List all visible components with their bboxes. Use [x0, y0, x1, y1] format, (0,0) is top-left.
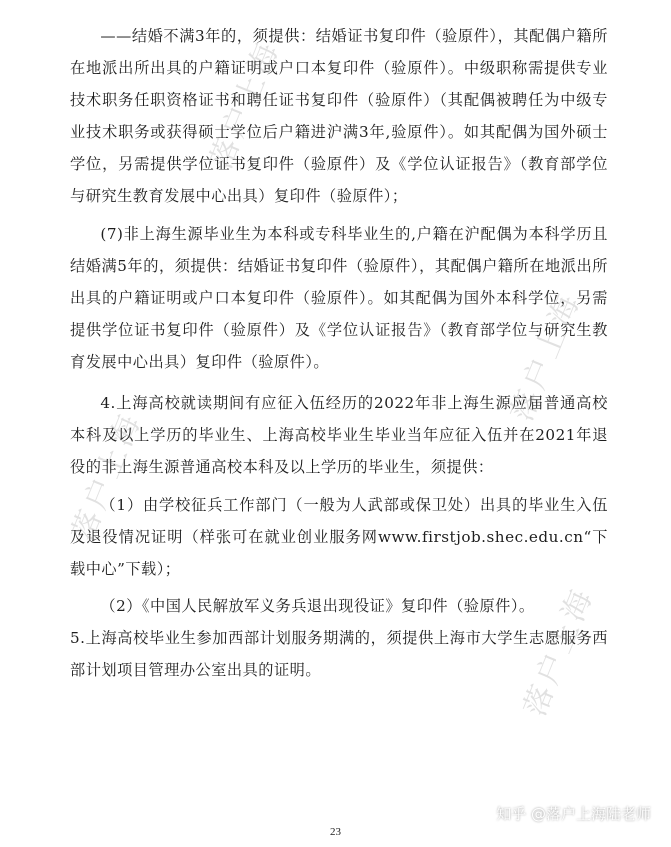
watermark: 落户上海 — [65, 406, 149, 547]
paragraph-section-5: 5.上海高校毕业生参加西部计划服务期满的，须提供上海市大学生志愿服务西部计划项目管理办公室出具的证明。 — [70, 629, 608, 679]
watermark: 落户上海 — [517, 581, 601, 722]
watermark: 落户上海 — [504, 286, 588, 427]
zhihu-credit: 知乎 @落户上海陆老师 — [496, 805, 651, 823]
paragraph-marriage-under-3-years: ——结婚不满3年的，须提供：结婚证书复印件（验原件），其配偶户籍所在地派出所出具的户籍证明或户口本复印件（验原件）。中级职称需提供专业技术职务任职资格证书和聘任证书复印件（验原件）（其配偶被聘任为中级专业技术职务或获得硕士学位后户籍进沪满3年,验原件）。如其配偶为国外硕士学位，另需提供学位证书复印件（验原件）及《学位认证报告》（教育部学位与研究生教育发展中心出具）复印件（验原件）； — [70, 27, 608, 205]
paragraph-section-4-item-1: （1）由学校征兵工作部门（一般为人武部或保卫处）出具的毕业生入伍及退役情况证明（样张可在就业创业服务网www.firstjob.shec.edu.cn“下载中心”下载）； — [70, 496, 608, 578]
paragraph-section-4: 4.上海高校就读期间有应征入伍经历的2022年非上海生源应届普通高校本科及以上学历的毕业生、上海高校毕业生毕业当年应征入伍并在2021年退役的非上海生源普通高校本科及以上学历的毕业生，须提供： — [70, 394, 608, 476]
paragraph-item-7: (7)非上海生源毕业生为本科或专科毕业生的,户籍在沪配偶为本科学历且结婚满5年的，须提供：结婚证书复印件（验原件），其配偶户籍所在地派出所出具的户籍证明或户口本复印件（验原件）。如其配偶为国外本科学位，另需提供学位证书复印件（验原件）及《学位认证报告》（教育部学位与研究生教育发展中心出具）复印件（验原件）。 — [70, 225, 608, 371]
watermark: 落户上海 — [203, 34, 287, 175]
paragraph-section-4-item-2: （2）《中国人民解放军义务兵退出现役证》复印件（验原件）。 — [100, 597, 535, 615]
page-number: 23 — [330, 826, 341, 838]
